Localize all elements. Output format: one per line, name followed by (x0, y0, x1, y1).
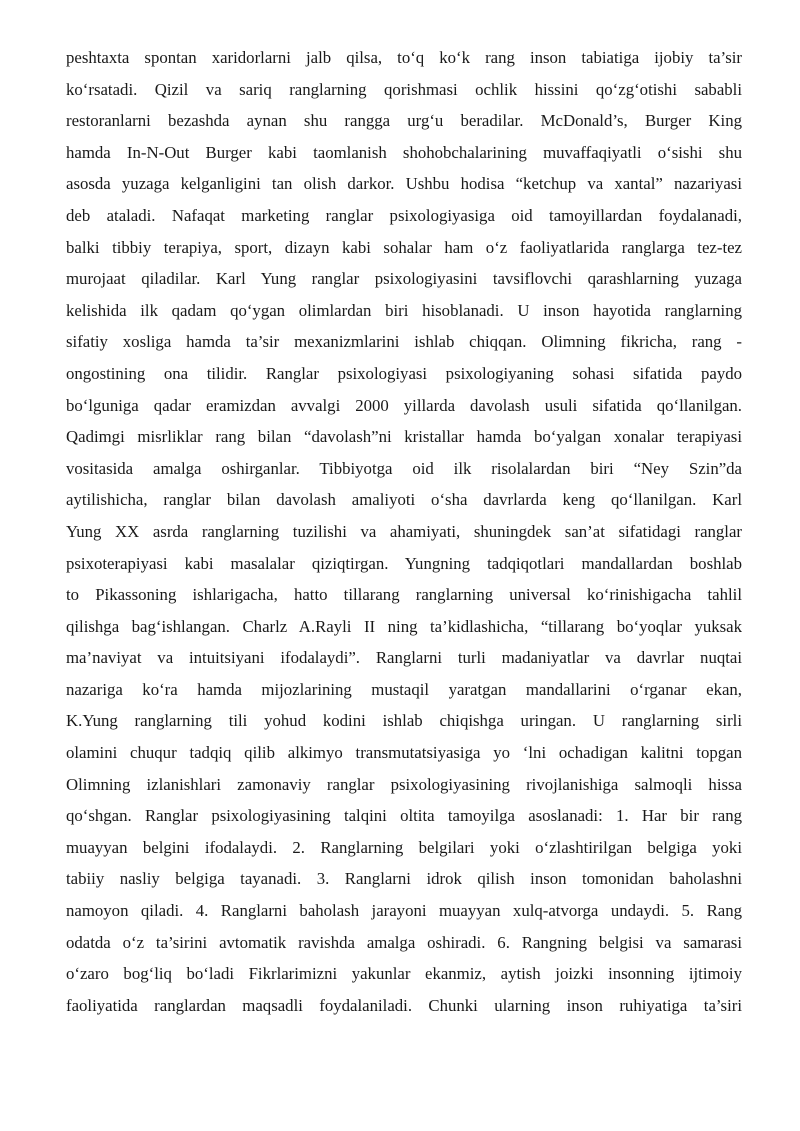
paragraph-line: deb ataladi. Nafaqat marketing ranglar psixologiyasiga oid tamoyillardan foydalanadi, (66, 205, 742, 225)
paragraph-line: murojaat qiladilar. Karl Yung ranglar psixologiyasini tavsiflovchi qarashlarning yuzaga (66, 269, 742, 289)
paragraph-line: hamda In-N-Out Burger kabi taomlanish shohobchalarining muvaffaqiyatli o‘sishi shu (66, 142, 742, 162)
paragraph-line: faoliyatida ranglardan maqsadli foydalaniladi. Chunki ularning inson ruhiyatiga ta’siri (66, 995, 742, 1015)
paragraph-line: ma’naviyat va intuitsiyani ifodalaydi”. Ranglarni turli madaniyatlar va davrlar nuqtai (66, 648, 742, 668)
paragraph-line: qilishga bag‘ishlangan. Charlz A.Rayli II ning ta’kidlashicha, “tillarang bo‘yoqlar yuksak (66, 616, 742, 636)
paragraph-line: psixoterapiyasi kabi masalalar qiziqtirgan. Yungning tadqiqotlari mandallardan boshlab (66, 553, 742, 573)
paragraph-line: sifatiy xosliga hamda ta’sir mexanizmlarini ishlab chiqqan. Olimning fikricha, rang - (66, 332, 742, 352)
paragraph-line: balki tibbiy terapiya, sport, dizayn kabi sohalar ham o‘z faoliyatlarida ranglarga tez-tez (66, 237, 742, 257)
paragraph-line: Yung XX asrda ranglarning tuzilishi va ahamiyati, shuningdek san’at sifatidagi ranglar (66, 521, 742, 541)
paragraph-line: muayyan belgini ifodalaydi. 2. Ranglarning belgilari yoki o‘zlashtirilgan belgiga yoki (66, 837, 742, 857)
paragraph-line: qo‘shgan. Ranglar psixologiyasining talqini oltita tamoyilga asoslanadi: 1. Har bir rang (66, 806, 742, 826)
paragraph-line: namoyon qiladi. 4. Ranglarni baholash jarayoni muayyan xulq-atvorga undaydi. 5. Rang (66, 901, 742, 921)
paragraph-line: kelishida ilk qadam qo‘ygan olimlardan biri hisoblanadi. U inson hayotida ranglarning (66, 300, 742, 320)
paragraph-line: tabiiy nasliy belgiga tayanadi. 3. Ranglarni idrok qilish inson tomonidan baholashni (66, 869, 742, 889)
paragraph-line: peshtaxta spontan xaridorlarni jalb qilsa, to‘q ko‘k rang inson tabiatiga ijobiy ta’sir (66, 48, 742, 67)
paragraph-line: ko‘rsatadi. Qizil va sariq ranglarning qorishmasi ochlik hissini qo‘zg‘otishi sababli (66, 79, 742, 99)
paragraph-line: asosda yuzaga kelganligini tan olish darkor. Ushbu hodisa “ketchup va xantal” nazariyasi (66, 174, 742, 194)
paragraph-line: Olimning izlanishlari zamonaviy ranglar psixologiyasining rivojlanishiga salmoqli hissa (66, 774, 742, 794)
paragraph-line: bo‘lguniga qadar eramizdan avvalgi 2000 yillarda davolash usuli sifatida qo‘llanilgan. (66, 395, 742, 415)
paragraph-line: Qadimgi misrliklar rang bilan “davolash”ni kristallar hamda bo‘yalgan xonalar terapiyasi (66, 427, 742, 447)
paragraph-line: o‘zaro bog‘liq bo‘ladi Fikrlarimizni yakunlar ekanmiz, aytish joizki insonning ijtimoiy (66, 964, 742, 984)
paragraph-line: odatda o‘z ta’sirini avtomatik ravishda amalga oshiradi. 6. Rangning belgisi va samarasi (66, 932, 742, 952)
paragraph-line: to Pikassoning ishlarigacha, hatto tillarang ranglarning universal ko‘rinishigacha tahlil (66, 585, 742, 605)
paragraph-line: nazariga ko‘ra hamda mijozlarining mustaqil yaratgan mandallarini o‘rganar ekan, (66, 679, 742, 699)
paragraph-line: ongostining ona tilidir. Ranglar psixologiyasi psixologiyaning sohasi sifatida paydo (66, 363, 742, 383)
paragraph-line: restoranlarni bezashda aynan shu rangga urg‘u beradilar. McDonald’s, Burger King (66, 111, 742, 131)
paragraph-line: K.Yung ranglarning tili yohud kodini ishlab chiqishga uringan. U ranglarning sirli (66, 711, 742, 731)
document-page (66, 42, 742, 1021)
paragraph-line: vositasida amalga oshirganlar. Tibbiyotga oid ilk risolalardan biri “Ney Szin”da (66, 458, 742, 478)
paragraph-line: aytilishicha, ranglar bilan davolash amaliyoti o‘sha davrlarda keng qo‘llanilgan. Karl (66, 490, 742, 510)
paragraph-line: olamini chuqur tadqiq qilib alkimyo transmutatsiyasiga yo ‘lni ochadigan kalitni topgan (66, 743, 742, 763)
